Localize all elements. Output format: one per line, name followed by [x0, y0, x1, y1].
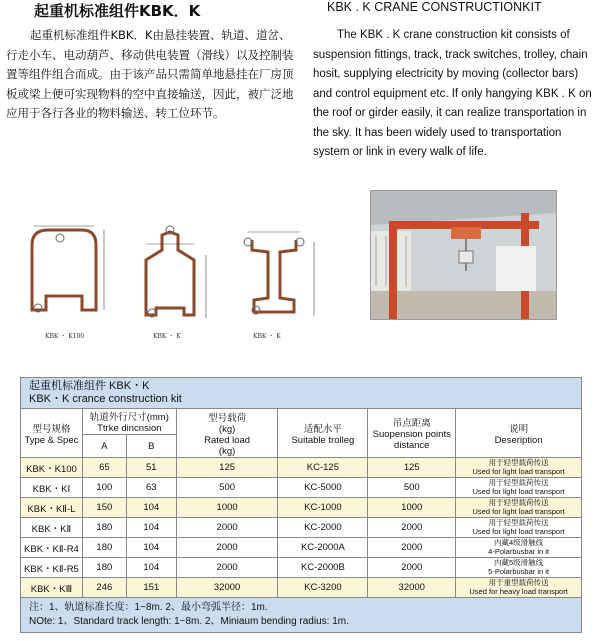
cell-load: 125	[176, 458, 278, 478]
spec-table	[20, 377, 582, 633]
cell-description-cn: 用于轻型载荷传送	[488, 498, 549, 507]
cell-type: KBK・KⅡ-R4	[21, 538, 83, 558]
intro-text-en: The KBK . K crane construction kit consists of suspension fittings, track, track switches, trolley, chain hosit, supplying electricity by moving (collector bars) and control equipment etc. If only hangying KBK . K on the roof or girder easily, it can realize transportation in the sky. It has been widely used to transportation system or link in every walk of life.	[313, 29, 592, 158]
cell-description	[456, 478, 582, 498]
cell-b: 104	[126, 498, 176, 518]
crane-photo-illustration	[371, 191, 556, 319]
cell-b: 104	[126, 518, 176, 538]
cell-b: 51	[126, 458, 176, 478]
header-a: A	[82, 435, 126, 458]
cell-trolley: KC-1000	[278, 498, 368, 518]
cell-type: KBK・KⅢ	[21, 578, 83, 598]
track-profile-diagrams	[20, 220, 320, 350]
cell-description-en: Used for light load transport	[472, 526, 565, 536]
crane-photo	[370, 190, 557, 320]
cell-description-en: Used for light load transport	[472, 486, 565, 496]
cell-description-en: Used for light load transport	[472, 506, 565, 516]
cell-suspension: 500	[368, 478, 456, 498]
cell-a: 180	[82, 538, 126, 558]
cell-trolley: KC-125	[278, 458, 368, 478]
cell-a: 246	[82, 578, 126, 598]
cell-load: 2000	[176, 558, 278, 578]
cell-type: KBK・KⅡ-L	[21, 498, 83, 518]
table-title	[21, 378, 582, 409]
cell-description	[456, 538, 582, 558]
cell-description-en: 5-Polarbusbar in it	[488, 566, 550, 576]
cell-suspension: 32000	[368, 578, 456, 598]
table-row	[21, 578, 582, 598]
cell-a: 100	[82, 478, 126, 498]
header-dimension: 轨道外行尺寸(mm) Ttrke dincnsion	[82, 409, 176, 435]
cell-b: 63	[126, 478, 176, 498]
cell-b: 151	[126, 578, 176, 598]
cell-description	[456, 518, 582, 538]
note-en: NOte: 1、Standard track length: 1~8m. 2、Miniaum bending radius: 1m.	[29, 616, 349, 627]
header-type: 型号规格 Type & Spec	[21, 409, 83, 458]
cell-type: KBK・KⅠ	[21, 478, 83, 498]
cell-description-en: Used for heavy load transport	[469, 586, 568, 596]
cell-load: 2000	[176, 538, 278, 558]
cell-trolley: KC-2000B	[278, 558, 368, 578]
cell-description-cn: 内藏5级滑触线	[494, 558, 544, 567]
note-cn: 注：1、轨道标准长度：1~8m. 2、最小弯弧半径：1m.	[29, 602, 268, 613]
spec-table-container	[20, 377, 582, 633]
cell-a: 150	[82, 498, 126, 518]
table-row	[21, 538, 582, 558]
table-title-en: KBK・K crance construction kit	[29, 393, 182, 405]
cell-load: 32000	[176, 578, 278, 598]
header-suspension: 吊点距离 Suopension points distance	[368, 409, 456, 458]
header-trolley: 适配水平 Suitable trolleg	[278, 409, 368, 458]
cell-trolley: KC-5000	[278, 478, 368, 498]
cell-description-cn: 用于轻型载荷传送	[488, 478, 549, 487]
cell-description	[456, 558, 582, 578]
profile-k100	[32, 230, 96, 312]
cell-a: 65	[82, 458, 126, 478]
cell-trolley: KC-3200	[278, 578, 368, 598]
cell-b: 104	[126, 538, 176, 558]
profile-k-2	[244, 238, 304, 314]
cell-suspension: 2000	[368, 518, 456, 538]
header-description: 说明 Deseription	[456, 409, 582, 458]
cell-a: 180	[82, 518, 126, 538]
table-row	[21, 518, 582, 538]
table-note	[21, 598, 582, 633]
diagram-label-3: KBK ・ K	[253, 333, 281, 340]
cell-load: 2000	[176, 518, 278, 538]
title-en: KBK . K CRANE CONSTRUCTIONKIT	[327, 0, 542, 14]
table-row	[21, 478, 582, 498]
cell-type: KBK・KⅡ-R5	[21, 558, 83, 578]
cell-suspension: 2000	[368, 558, 456, 578]
cell-description-cn: 用于轻型载荷传送	[488, 518, 549, 527]
cell-load: 1000	[176, 498, 278, 518]
table-row	[21, 498, 582, 518]
cell-description-en: 4-Polarbusbar in it	[488, 546, 550, 556]
cell-type: KBK・KⅡ	[21, 518, 83, 538]
diagram-label-2: KBK ・ K	[153, 333, 181, 340]
cell-type: KBK・K100	[21, 458, 83, 478]
cell-b: 104	[126, 558, 176, 578]
cell-suspension: 2000	[368, 538, 456, 558]
intro-text-cn: 起重机标准组件KBK．K由悬挂装置、轨道、道岔、行走小车、电动葫芦、移动供电装置（滑线）以及控制装置等组件组合而成。由于该产品只需简单地悬挂在厂房顶板或梁上便可实现物料的空中直接输送，因此，被广泛地应用于各行各业的物料输送、转工位环节。	[6, 28, 294, 120]
cell-description-cn: 用于重型载荷传送	[488, 578, 549, 587]
header-rated-load: 型号载荷 (kg) Rated load (kg)	[176, 409, 278, 458]
cell-suspension: 1000	[368, 498, 456, 518]
title-cn: 起重机标准组件KBK．K	[34, 2, 201, 20]
profile-k	[146, 226, 194, 317]
cell-a: 180	[82, 558, 126, 578]
table-row	[21, 458, 582, 478]
header-b: B	[126, 435, 176, 458]
cell-description-cn: 用于轻型载荷传送	[488, 458, 549, 467]
cell-description	[456, 578, 582, 598]
cell-description-en: Used for light load transport	[472, 466, 565, 476]
table-row	[21, 558, 582, 578]
cell-description	[456, 498, 582, 518]
table-title-cn: 起重机标准组件 KBK・K	[29, 380, 150, 392]
cell-description-cn: 内藏4级滑触线	[494, 538, 544, 547]
cell-suspension: 125	[368, 458, 456, 478]
cell-trolley: KC-2000	[278, 518, 368, 538]
cell-load: 500	[176, 478, 278, 498]
cell-description	[456, 458, 582, 478]
diagram-label-1: KBK ・ K100	[45, 333, 85, 340]
cell-trolley: KC-2000A	[278, 538, 368, 558]
